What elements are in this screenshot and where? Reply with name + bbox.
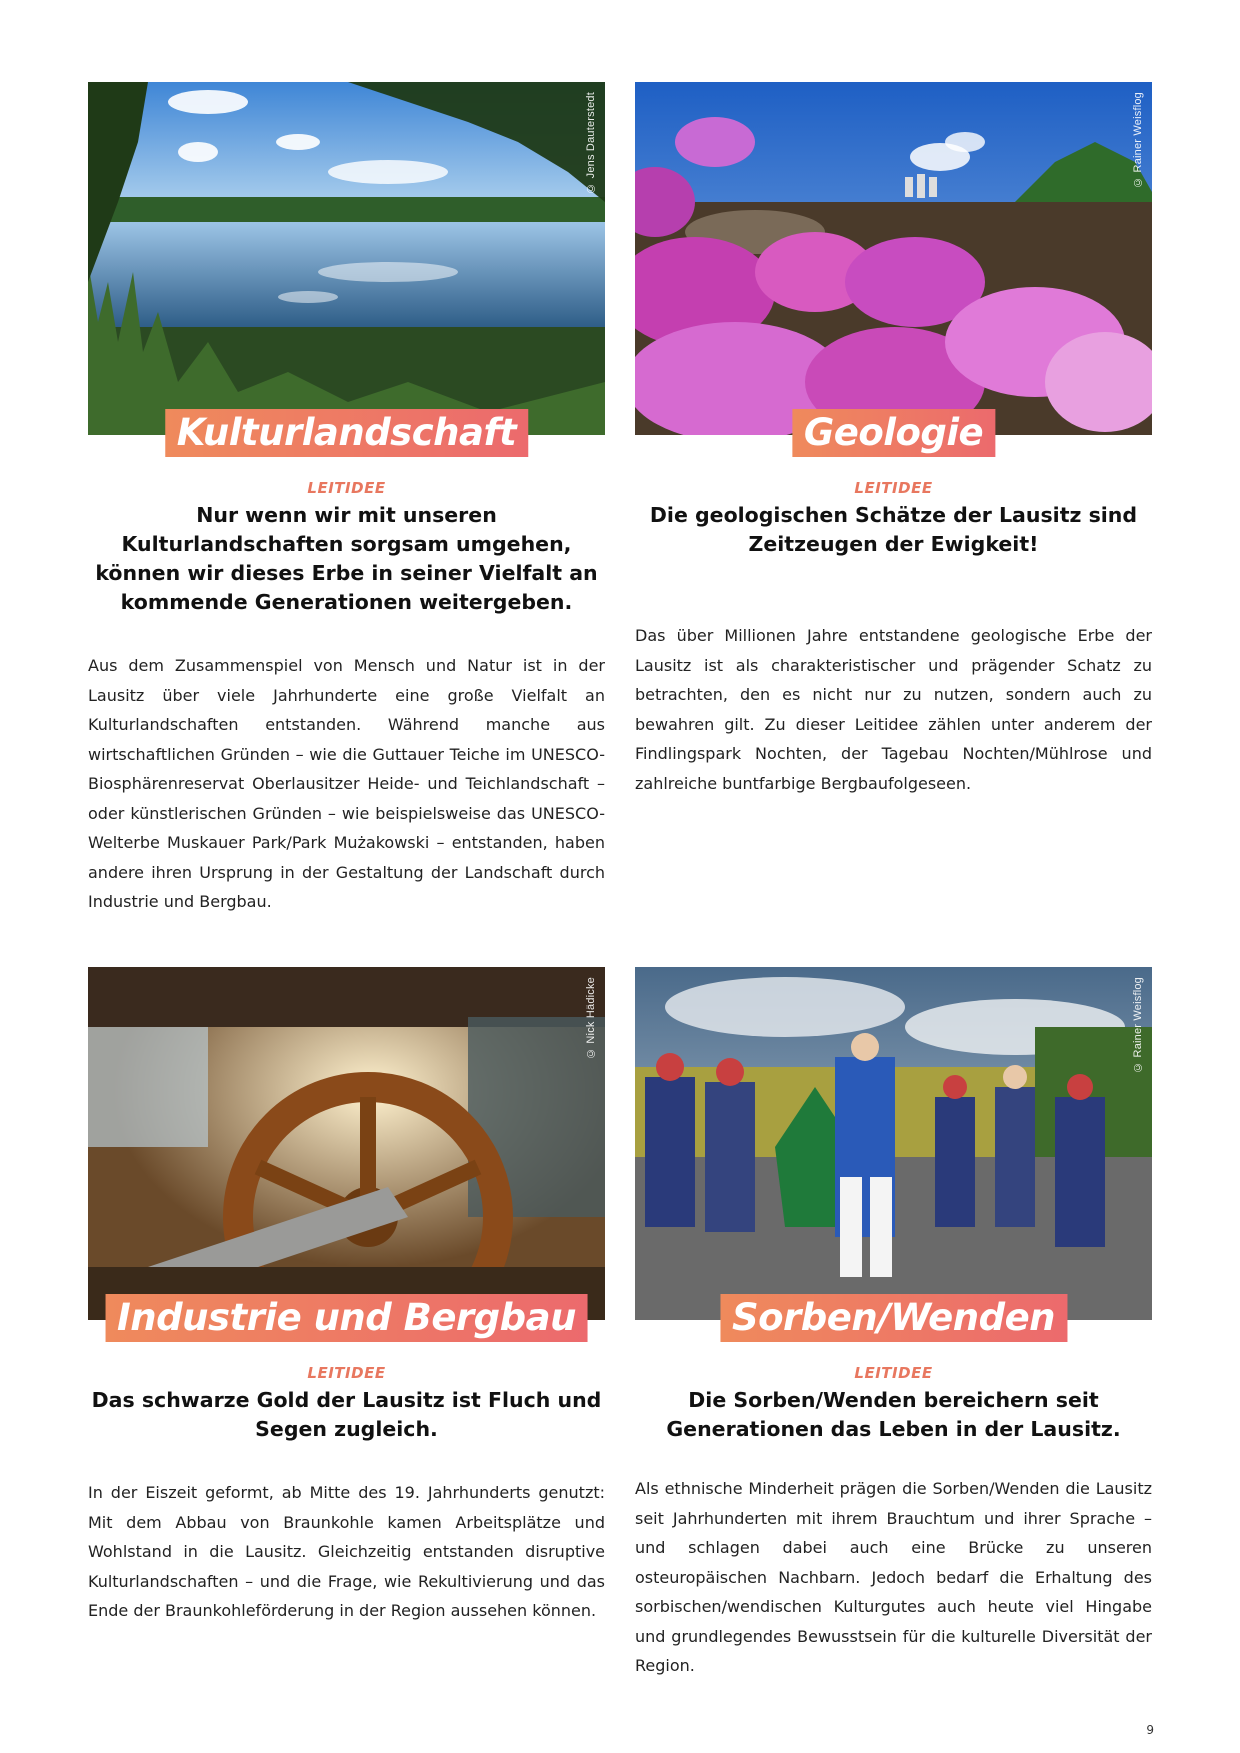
photo-credit: © Rainer Weisflog: [1132, 92, 1144, 188]
page-number: 9: [1146, 1723, 1154, 1737]
leitidee-headline: Das schwarze Gold der Lausitz ist Fluch und Segen zugleich.: [91, 1388, 602, 1441]
rhododendron-garden-photo: [635, 82, 1152, 435]
card-sorben-wenden: [635, 967, 1152, 1681]
industrial-flywheel-photo: [88, 967, 605, 1320]
photo-credit: © Nick Hädicke: [585, 977, 597, 1060]
section-title: Geologie: [792, 409, 995, 457]
lake-landscape-photo: [88, 82, 605, 435]
card-geologie: [635, 82, 1152, 798]
card-industrie-und-bergbau: [88, 967, 605, 1626]
leitidee-label: LEITIDEE: [854, 479, 933, 497]
body-text: Das über Millionen Jahre entstandene geologische Erbe der Lausitz ist als charakteristischer und prägender Schatz zu betrachten, den es nicht nur zu nutzen, sondern auch zu bewahren gilt. Zu dieser Leitidee zählen unter anderem der Findlingspark Nochten, der Tagebau Nochten/Mühlrose und zahlreiche buntfarbige Bergbaufolgeseen.: [635, 626, 1152, 793]
leitidee-label: LEITIDEE: [307, 1364, 386, 1382]
section-title: Industrie und Bergbau: [105, 1294, 588, 1342]
card-kulturlandschaft: [88, 82, 605, 917]
leitidee-label: LEITIDEE: [854, 1364, 933, 1382]
photo-credit: © Rainer Weisflog: [1132, 977, 1144, 1073]
body-text: Als ethnische Minderheit prägen die Sorben/Wenden die Lausitz seit Jahrhunderten mit ihrem Brauchtum und ihrer Sprache – und schlagen dabei auch eine Brücke zu unseren osteuropäischen Nachbarn. Jedoch bedarf die Erhaltung des sorbischen/wendischen Kulturgutes auch heute viel Hingabe und grundlegendes Bewusstsein für die kulturelle Diversität der Region.: [635, 1479, 1152, 1675]
body-text: In der Eiszeit geformt, ab Mitte des 19. Jahrhunderts genutzt: Mit dem Abbau von Braunkohle kamen Arbeitsplätze und Wohlstand in die Lausitz. Gleichzeitig entstanden disruptive Kulturlandschaften – und die Frage, wie Rekultivierung und das Ende der Braunkohleförderung in der Region aussehen können.: [88, 1483, 605, 1620]
body-text: Aus dem Zusammenspiel von Mensch und Natur ist in der Lausitz über viele Jahrhunderte eine große Vielfalt an Kulturlandschaften entstanden. Während manche aus wirtschaftlichen Gründen – wie die Guttauer Teiche im UNESCO-Biosphärenreservat Oberlausitzer Heide- und Teichlandschaft – oder künstlerischen Gründen – wie beispielsweise das UNESCO-Welterbe Muskauer Park/Park Mużakowski – entstanden, haben andere ihren Ursprung in der Gestaltung der Landschaft durch Industrie und Bergbau.: [88, 656, 605, 911]
photo-credit: © Jens Dauterstedt: [585, 92, 597, 194]
section-title: Sorben/Wenden: [720, 1294, 1067, 1342]
leitidee-label: LEITIDEE: [307, 479, 386, 497]
section-title: Kulturlandschaft: [165, 409, 528, 457]
leitidee-headline: Die geologischen Schätze der Lausitz sind Zeitzeugen der Ewigkeit!: [649, 503, 1138, 556]
leitidee-headline: Die Sorben/Wenden bereichern seit Generationen das Leben in der Lausitz.: [666, 1388, 1121, 1441]
leitidee-headline: Nur wenn wir mit unseren Kulturlandschaften sorgsam umgehen, können wir dieses Erbe in seiner Vielfalt an kommende Generationen weitergeben.: [95, 503, 598, 614]
sorbian-folk-dance-photo: [635, 967, 1152, 1320]
